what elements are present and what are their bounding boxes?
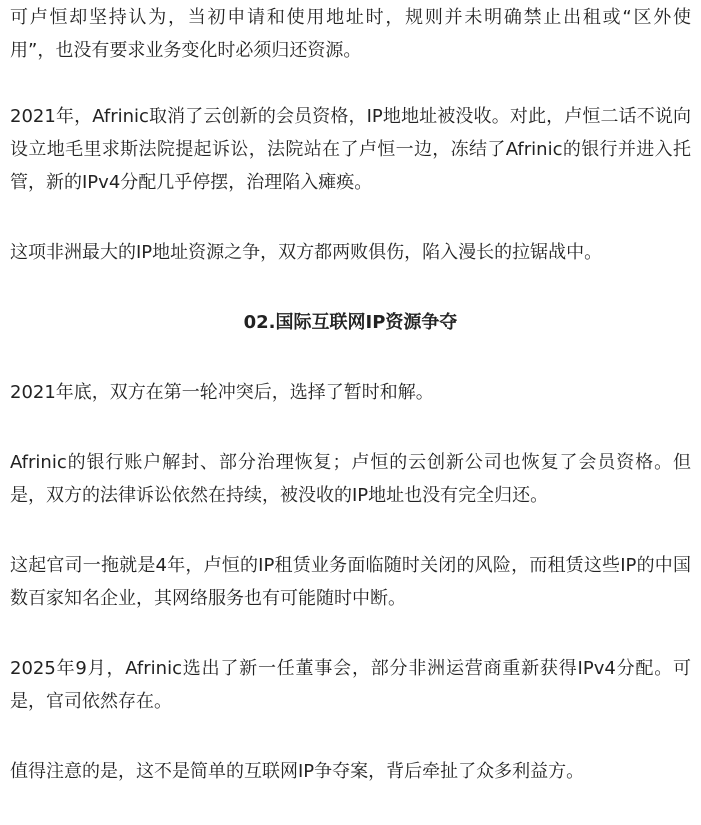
paragraph-line: 是，双方的法律诉讼依然在持续，被没收的IP地址也没有完全归还。 [10,485,549,506]
paragraph-line: 值得注意的是，这不是简单的互联网IP争夺案，背后牵扯了众多利益方。 [10,761,585,782]
paragraph-line: 2025年9月，Afrinic选出了新一任董事会，部分非洲运营商重新获得IPv4分配。可 [10,658,691,679]
paragraph-line: 用”，也没有要求业务变化时必须归还资源。 [10,40,362,61]
paragraph-line: 数百家知名企业，其网络服务也有可能随时中断。 [10,588,406,609]
paragraph-line: 可卢恒却坚持认为，当初申请和使用地址时，规则并未明确禁止出租或“区外使 [10,7,691,28]
paragraph [10,1,691,67]
paragraph [10,755,691,788]
paragraph [10,236,691,269]
paragraph [10,100,691,199]
paragraph-line: 管，新的IPv4分配几乎停摆，治理陷入瘫痪。 [10,172,373,193]
paragraph-line: Afrinic的银行账户解封、部分治理恢复；卢恒的云创新公司也恢复了会员资格。但 [10,452,691,473]
paragraph-line: 2021年，Afrinic取消了云创新的会员资格，IP地地址被没收。对此，卢恒二话不说向 [10,106,691,127]
paragraph-line: 设立地毛里求斯法院提起诉讼，法院站在了卢恒一边，冻结了Afrinic的银行并进入托 [10,139,691,160]
article-body [10,1,691,825]
paragraph-line: 这项非洲最大的IP地址资源之争，双方都两败俱伤，陷入漫长的拉锯战中。 [10,242,603,263]
paragraph [10,549,691,615]
paragraph-line: 是，官司依然存在。 [10,691,172,712]
section-heading: 02.国际互联网IP资源争夺 [243,312,458,333]
paragraph-line: 2021年底，双方在第一轮冲突后，选择了暂时和解。 [10,382,434,403]
paragraph [10,376,691,409]
paragraph-line: 这起官司一拖就是4年，卢恒的IP租赁业务面临随时关闭的风险，而租赁这些IP的中国 [10,555,691,576]
paragraph [10,446,691,512]
paragraph [10,652,691,718]
